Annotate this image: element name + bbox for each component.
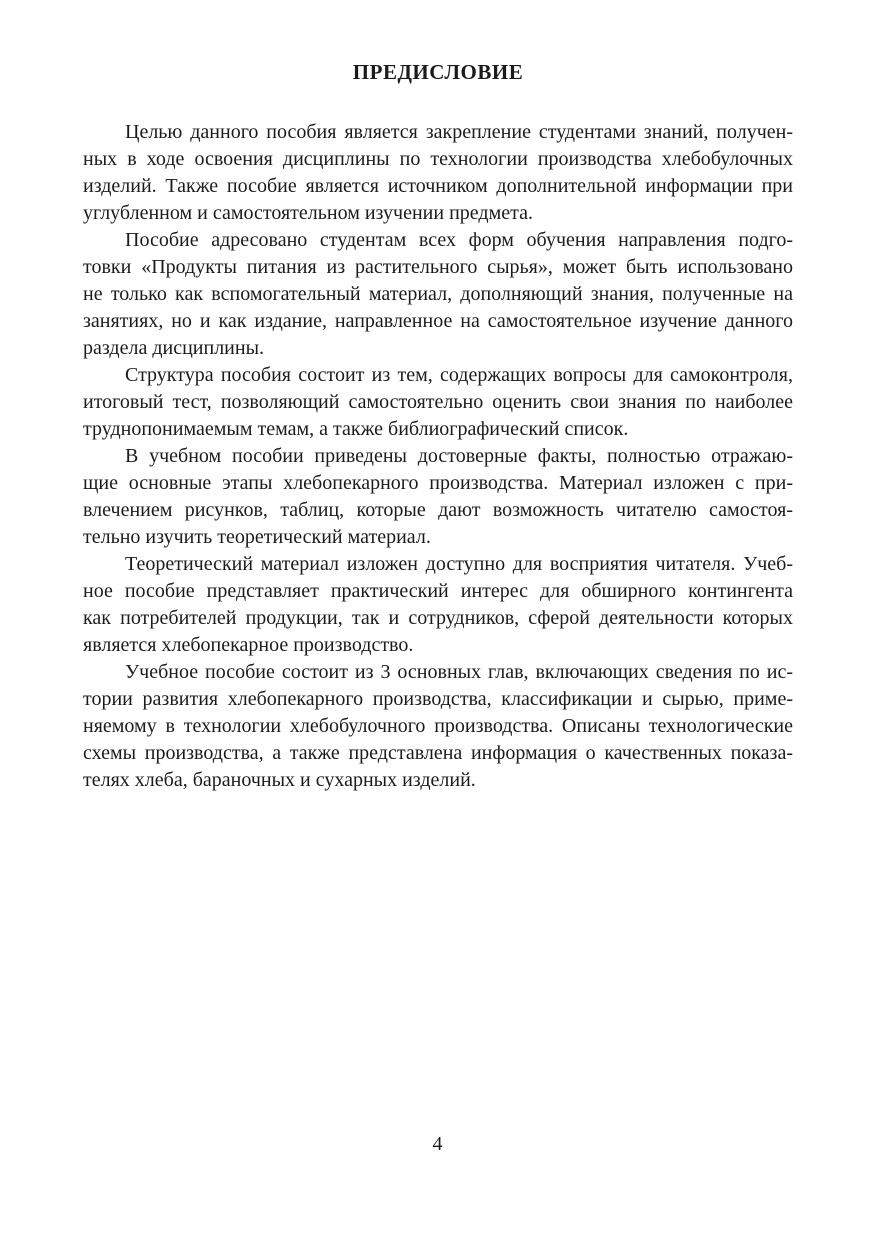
text-line: щие основные этапы хлебопекарного производства. Материал изложен с при- — [83, 472, 793, 494]
text-line: труднопонимаемым темам, а также библиографический список. — [83, 418, 629, 440]
paragraph — [83, 443, 793, 551]
paragraph — [83, 659, 793, 794]
page-number: 4 — [432, 1133, 443, 1155]
text-line: Теоретический материал изложен доступно для восприятия читателя. Учеб- — [125, 553, 793, 575]
paragraph — [83, 551, 793, 659]
text-line: итоговый тест, позволяющий самостоятельно оценить свои знания по наиболее — [83, 391, 793, 413]
text-line: как потребителей продукции, так и сотрудников, сферой деятельности которых — [83, 607, 793, 629]
text-line: тории развития хлебопекарного производства, классификации и сырью, приме- — [83, 688, 793, 710]
text-line: ное пособие представляет практический интерес для обширного контингента — [83, 580, 793, 602]
page-title: ПРЕДИСЛОВИЕ — [352, 60, 524, 84]
paragraph — [83, 362, 793, 443]
paragraph — [83, 227, 793, 362]
text-line: Пособие адресовано студентам всех форм обучения направления подго- — [125, 229, 793, 251]
body-paragraphs — [83, 119, 793, 794]
text-line: Структура пособия состоит из тем, содержащих вопросы для самоконтроля, — [125, 364, 793, 386]
text-line: В учебном пособии приведены достоверные факты, полностью отражаю- — [125, 445, 793, 467]
text-line: изделий. Также пособие является источником дополнительной информации при — [83, 175, 793, 197]
text-line: Целью данного пособия является закрепление студентами знаний, получен- — [125, 121, 793, 143]
text-line: телях хлеба, бараночных и сухарных изделий. — [83, 769, 476, 791]
text-line: тельно изучить теоретический материал. — [83, 526, 431, 548]
text-line: углубленном и самостоятельном изучении предмета. — [83, 202, 533, 224]
paragraph — [83, 119, 793, 227]
text-line: няемому в технологии хлебобулочного производства. Описаны технологические — [83, 715, 793, 737]
text-line: товки «Продукты питания из растительного сырья», может быть использовано — [83, 256, 793, 278]
text-line: ных в ходе освоения дисциплины по технологии производства хлебобулочных — [83, 148, 793, 170]
text-line: является хлебопекарное производство. — [83, 634, 414, 656]
text-line: схемы производства, а также представлена информация о качественных показа- — [83, 742, 793, 764]
text-line: не только как вспомогательный материал, дополняющий знания, полученные на — [83, 283, 793, 305]
text-line: Учебное пособие состоит из 3 основных глав, включающих сведения по ис- — [125, 661, 793, 683]
text-line: занятиях, но и как издание, направленное на самостоятельное изучение данного — [83, 310, 793, 332]
text-line: раздела дисциплины. — [83, 337, 265, 359]
text-line: влечением рисунков, таблиц, которые дают возможность читателю самостоя- — [83, 499, 793, 521]
page-content — [83, 58, 793, 794]
